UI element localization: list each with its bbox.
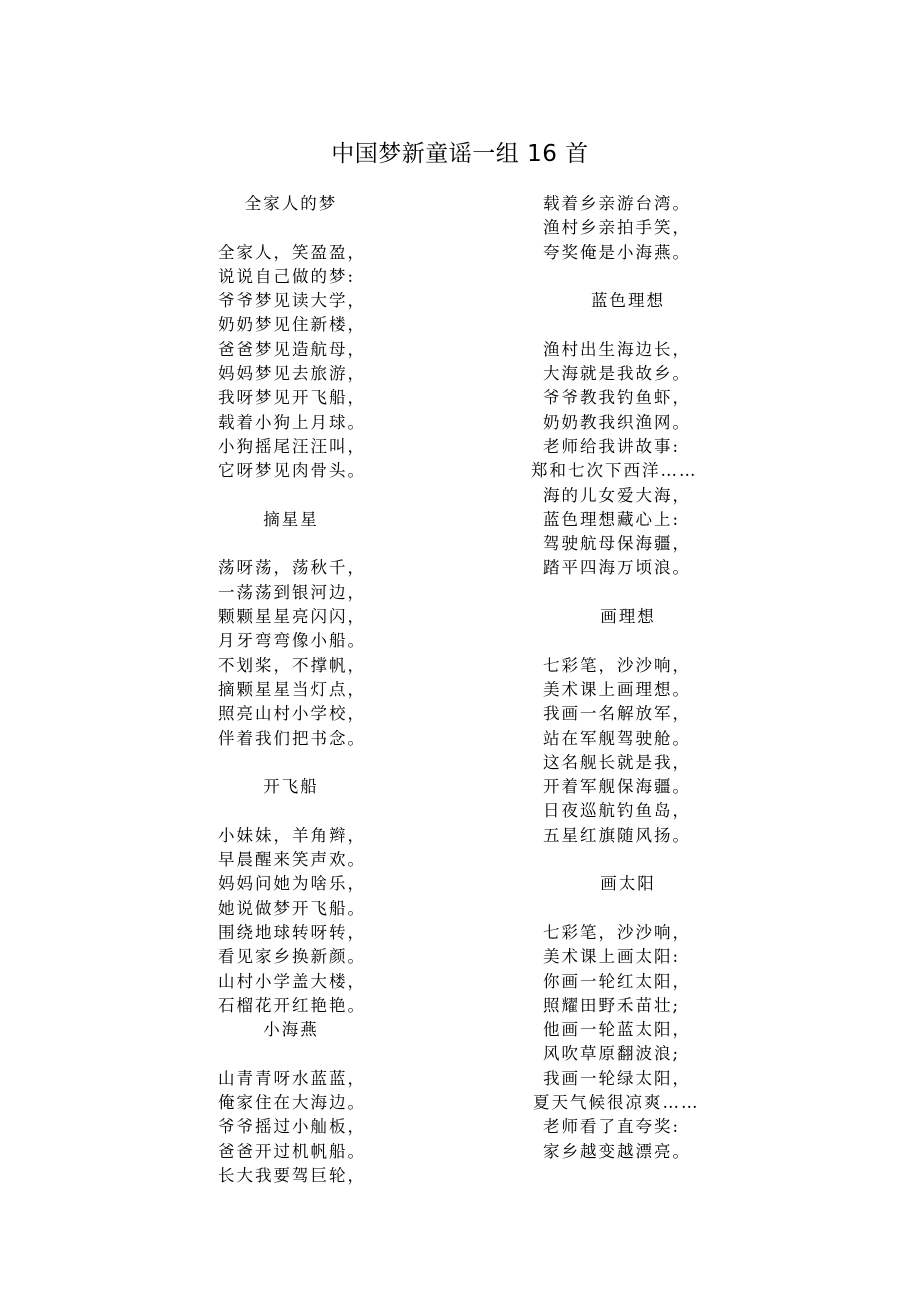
poem-line: 伴着我们把书念。 [218, 728, 366, 748]
poem-line: 老师看了直夸奖: [543, 1117, 681, 1137]
poem-line: 老师给我讲故事: [543, 436, 681, 456]
poem-line: 他画一轮蓝太阳， [543, 1020, 691, 1040]
poem-line: 早晨醒来笑声欢。 [218, 850, 366, 870]
poem-line: 奶奶梦见住新楼， [218, 315, 366, 335]
right-column [531, 192, 723, 1164]
poem-line: 我呀梦见开飞船， [218, 388, 366, 408]
poem-line: 夸奖俺是小海燕。 [543, 242, 691, 262]
poem-line: 五星红旗随风扬。 [543, 825, 691, 845]
poem-line: 颗颗星星亮闪闪， [218, 607, 366, 627]
poem-line: 郑和七次下西洋…… [531, 461, 698, 481]
document-title: 中国梦新童谣一组 16 首 [331, 141, 589, 167]
poem-title: 画理想 [600, 607, 656, 627]
poem-line: 小狗摇尾汪汪叫， [218, 436, 366, 456]
poem-line: 俺家住在大海边。 [218, 1092, 366, 1112]
poem-line: 七彩笔，沙沙响， [543, 922, 691, 942]
poem-line: 爸爸开过机帆船。 [218, 1141, 366, 1161]
left-column [218, 192, 368, 1188]
poem-line: 妈妈梦见去旅游， [218, 364, 366, 384]
poem-line: 照亮山村小学校， [218, 704, 366, 724]
poem-line: 我画一轮绿太阳， [543, 1068, 691, 1088]
poem-line: 看见家乡换新颜。 [218, 947, 366, 967]
poem-line: 不划桨，不撑帆， [218, 655, 366, 675]
poem-line: 石榴花开红艳艳。 [218, 995, 366, 1015]
poem-title: 摘星星 [263, 509, 319, 529]
poem-line: 长大我要驾巨轮， [218, 1165, 366, 1185]
poem-line: 七彩笔，沙沙响， [543, 655, 691, 675]
poem-title: 小海燕 [263, 1020, 319, 1040]
poem-line: 爷爷教我钓鱼虾， [543, 388, 691, 408]
poem-line: 山村小学盖大楼， [218, 971, 366, 991]
poem-line: 荡呀荡，荡秋千， [218, 558, 366, 578]
poem-line: 一荡荡到银河边， [218, 582, 366, 602]
poem-line: 踏平四海万顷浪。 [543, 558, 691, 578]
poem-line: 说说自己做的梦: [218, 266, 356, 286]
poem-line: 奶奶教我织渔网。 [543, 412, 691, 432]
poem-line: 美术课上画太阳: [543, 947, 681, 967]
poem-line: 夏天气候很凉爽…… [533, 1092, 700, 1112]
poem-line: 围绕地球转呀转， [218, 922, 366, 942]
poem-line: 开着军舰保海疆。 [543, 777, 691, 797]
poem-line: 载着小狗上月球。 [218, 412, 366, 432]
poem-title: 画太阳 [600, 874, 656, 894]
poem-line: 它呀梦见肉骨头。 [218, 461, 366, 481]
poem-line: 小妹妹，羊角辫， [218, 825, 366, 845]
poem-line: 爷爷梦见读大学， [218, 291, 366, 311]
poem-line: 驾驶航母保海疆， [543, 534, 691, 554]
poem-line: 载着乡亲游台湾。 [543, 194, 691, 213]
poem-line: 摘颗星星当灯点， [218, 679, 366, 699]
poem-line: 我画一名解放军， [543, 704, 691, 724]
poem-line: 爷爷摇过小舢板， [218, 1117, 366, 1137]
poem-line: 山青青呀水蓝蓝， [218, 1068, 366, 1088]
poem-line: 家乡越变越漂亮。 [543, 1141, 691, 1161]
poem-line: 照耀田野禾苗壮; [543, 995, 681, 1015]
poem-line: 美术课上画理想。 [543, 679, 691, 699]
poem-line: 日夜巡航钓鱼岛， [543, 801, 691, 821]
poem-line: 站在军舰驾驶舱。 [543, 728, 691, 748]
poem-title: 蓝色理想 [591, 291, 665, 311]
poem-line: 月牙弯弯像小船。 [218, 631, 366, 651]
poem-title: 开飞船 [263, 777, 319, 797]
poem-line: 你画一轮红太阳， [543, 971, 691, 991]
poem-line: 这名舰长就是我， [543, 752, 691, 772]
poem-line: 海的儿女爱大海， [543, 485, 691, 505]
poem-line: 渔村出生海边长， [543, 339, 691, 359]
poem-line: 大海就是我故乡。 [543, 364, 691, 384]
poem-line: 爸爸梦见造航母， [218, 339, 366, 359]
poem-line: 全家人，笑盈盈， [218, 242, 366, 262]
poem-line: 渔村乡亲拍手笑， [543, 218, 691, 238]
poem-line: 风吹草原翻波浪; [543, 1044, 681, 1064]
poem-title: 全家人的梦 [244, 194, 338, 213]
poem-line: 蓝色理想藏心上: [543, 509, 681, 529]
poem-line: 妈妈问她为啥乐， [218, 874, 366, 894]
poem-line: 她说做梦开飞船。 [218, 898, 366, 918]
